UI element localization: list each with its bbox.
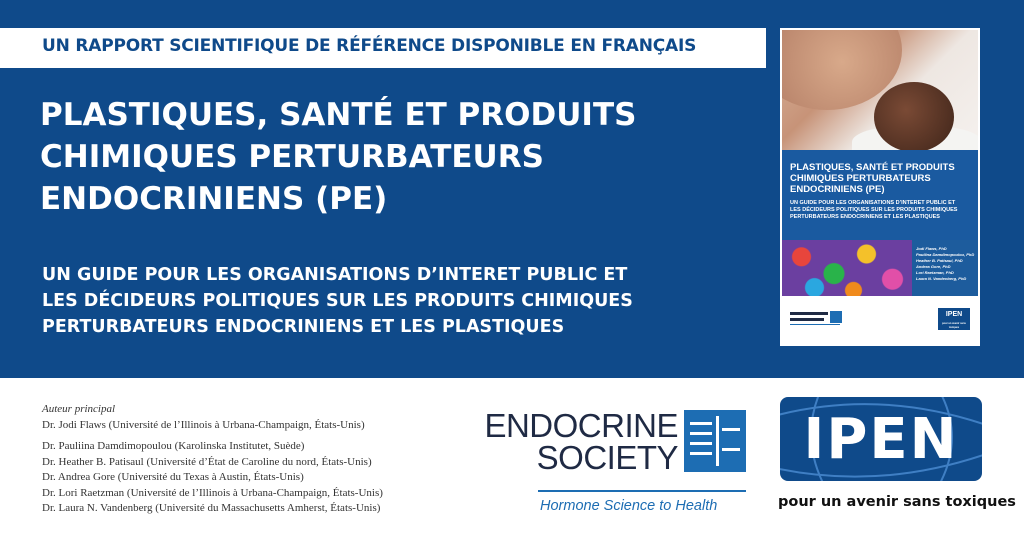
co-author: Dr. Laura N. Vandenberg (Université du Massachusetts Amherst, États-Unis): [42, 502, 381, 514]
cover-ipen-logo: [938, 308, 970, 328]
cover-author: Jodi Flaws, PhD: [916, 246, 947, 251]
cover-subtitle: [790, 200, 974, 221]
cover-author: Andrea Gore, PhD: [916, 264, 951, 269]
cover-footer: [782, 296, 978, 344]
co-author: Dr. Andrea Gore (Université du Texas à Austin, États-Unis): [42, 471, 304, 483]
endocrine-society-logo: [468, 404, 748, 522]
endocrine-society-divider: [538, 490, 746, 492]
cover-title: [790, 162, 974, 195]
cover-subtitle-line: UN GUIDE POUR LES ORGANISATIONS D’INTERET PUBLIC ET: [790, 200, 956, 206]
cover-endocrine-society-logo: [790, 310, 846, 328]
kicker-strip: [0, 28, 766, 68]
report-subtitle-line: UN GUIDE POUR LES ORGANISATIONS D’INTERET PUBLIC ET: [42, 265, 628, 285]
kicker-text: UN RAPPORT SCIENTIFIQUE DE RÉFÉRENCE DISPONIBLE EN FRANÇAIS: [42, 36, 697, 56]
cover-lower-panel: [782, 240, 978, 296]
author-credits: [42, 402, 383, 517]
report-title-line: ENDOCRINIENS (PE): [40, 181, 388, 217]
cover-author-list: [916, 246, 976, 282]
cover-author: Pauliina Damdimopoulou, PhD: [916, 252, 975, 257]
cover-title-line: PLASTIQUES, SANTÉ ET PRODUITS: [790, 162, 955, 173]
cover-photo-baby: [874, 82, 954, 150]
co-author: Dr. Heather B. Patisaul (Université d’État de Caroline du nord, États-Unis): [42, 455, 372, 468]
lead-author-label: Auteur principal: [42, 403, 116, 415]
endocrine-society-wordmark-line: SOCIETY: [536, 439, 678, 476]
cover-ipen-label: IPEN: [945, 311, 963, 318]
co-author: Dr. Lori Raetzman (Université de l’Illinois à Urbana-Champaign, États-Unis): [42, 486, 383, 499]
cover-subtitle-line: PERTURBATEURS ENDOCRINIENS ET LES PLASTIQUES: [790, 214, 940, 220]
ipen-wordmark: IPEN: [803, 407, 959, 472]
cover-author: Lori Raetzman, PhD: [916, 270, 954, 275]
ipen-tagline: pour un avenir sans toxiques: [778, 494, 1016, 510]
cover-plastic-toys-image: [782, 240, 912, 296]
co-author: Dr. Pauliina Damdimopoulou (Karolinska Institutet, Suède): [42, 440, 305, 452]
report-title: [40, 94, 760, 220]
cover-author: Laura N. Vandenberg, PhD: [916, 276, 967, 281]
endocrine-society-tagline: Hormone Science to Health: [540, 498, 718, 514]
cover-ipen-tagline: pour un avenir sans toxiques: [938, 322, 970, 330]
report-subtitle-line: PERTURBATEURS ENDOCRINIENS ET LES PLASTIQUES: [42, 317, 565, 337]
report-title-line: CHIMIQUES PERTURBATEURS: [40, 139, 544, 175]
cover-subtitle-line: LES DÉCIDEURS POLITIQUES SUR LES PRODUITS CHIMIQUES: [790, 207, 958, 213]
report-subtitle: [42, 262, 762, 340]
cover-photo-parent-and-baby: [782, 30, 978, 150]
report-title-line: PLASTIQUES, SANTÉ ET PRODUITS: [40, 97, 637, 133]
report-subtitle-line: LES DÉCIDEURS POLITIQUES SUR LES PRODUITS CHIMIQUES: [42, 291, 633, 311]
cover-author: Heather B. Patisaul, PhD: [916, 258, 963, 263]
endocrine-society-emblem-icon: [684, 410, 746, 472]
endocrine-society-wordmark: [468, 407, 678, 476]
report-cover-thumbnail: [780, 28, 980, 346]
cover-title-line: ENDOCRINIENS (PE): [790, 184, 885, 195]
ipen-logo: [780, 397, 982, 481]
cover-title-panel: [782, 150, 978, 240]
lead-author: Dr. Jodi Flaws (Université de l’Illinois à Urbana-Champaign, États-Unis): [42, 418, 365, 431]
endocrine-society-wordmark-line: ENDOCRINE: [484, 407, 678, 444]
cover-title-line: CHIMIQUES PERTURBATEURS: [790, 173, 931, 184]
